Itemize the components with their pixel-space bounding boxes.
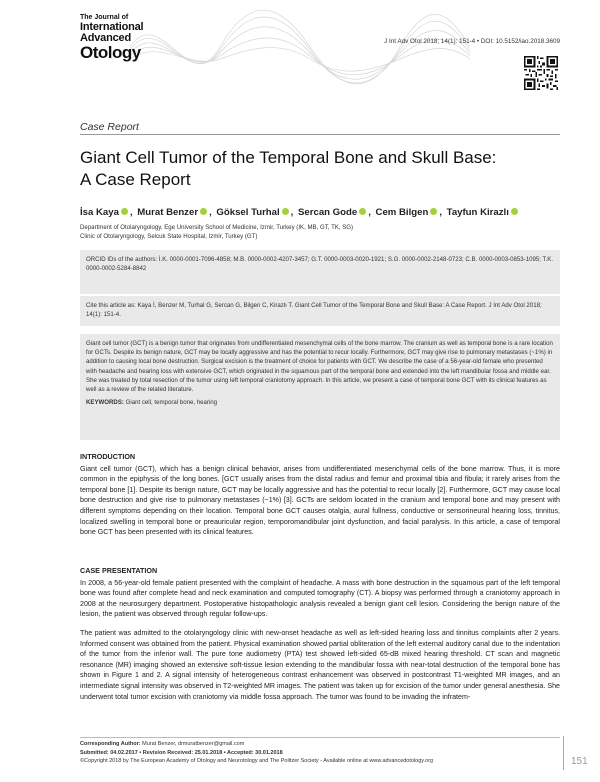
title-line-1: Giant Cell Tumor of the Temporal Bone and Skull Base:	[80, 148, 497, 167]
author-separator: ,	[290, 207, 294, 218]
citation-box	[80, 296, 560, 326]
introduction-heading: INTRODUCTION	[80, 452, 136, 461]
title-line-2: A Case Report	[80, 170, 191, 189]
logo-line-3: Advanced	[80, 32, 131, 44]
author-item[interactable]	[137, 207, 211, 218]
copyright: ©Copyright 2018 by The European Academy of Otology and Neurotology and The Politzer Society - Available online at www.advancedotology.org	[80, 758, 434, 764]
affiliation-line: Clinic of Otolaryngology, Selcuk State Hospital, Izmir, Turkey (GT)	[80, 232, 258, 240]
orcid-icon[interactable]	[121, 208, 128, 215]
corresponding-value[interactable]: Murat Benzer, drmuratbenzer@gmail.com	[140, 741, 245, 747]
corresponding-label: Corresponding Author:	[80, 741, 141, 747]
author-separator: ,	[368, 207, 371, 218]
author-item[interactable]	[376, 207, 442, 218]
author-name: İsa Kaya	[80, 207, 119, 218]
author-item[interactable]	[216, 207, 293, 218]
case-paragraph-1: In 2008, a 56-year-old female patient presented with the complaint of headache. A mass with bone destruction in the squamous part of the left temporal bone was found after complete head and neck examination and computed tomography (CT). A biopsy was performed through a craniotomy approach in 2008 at the neurosurgery department. Postoperative histopathologic analysis revealed a benign giant cell lesion. Considering the benign nature of the lesion, the patient was observed through regular follow-ups.	[80, 578, 560, 619]
author-item[interactable]	[447, 207, 520, 218]
corresponding-author	[80, 740, 520, 749]
author-list	[80, 207, 570, 218]
header-wave-graphic	[130, 8, 470, 98]
author-name: Murat Benzer	[137, 207, 199, 218]
orcid-icon[interactable]	[200, 208, 207, 215]
author-name: Göksel Turhal	[216, 207, 280, 218]
introduction-section	[80, 452, 560, 538]
journal-citation: J Int Adv Otol 2018; 14(1): 151-4 • DOI: 10.5152/iao.2018.3609	[384, 38, 560, 45]
abstract-box	[80, 334, 560, 440]
abstract-text: Giant cell tumor (GCT) is a benign tumor that originates from undifferentiated mesenchymal cells of the bone marrow. The cranium as well as temporal bone is a rare location for GCTs. Despite its benign nature, GCT may be locally aggressive and has the potential to recur locally. Furthermore, GCT may give rise to pulmonary metastases (~1%) in addition to causing local bone destruction. Surgical excision is the treatment of choice for patients with GCT. We describe the case of a 56-year-old female who presented with headache and hearing loss with extensive GCT, which originated in the squamous part of the temporal bone and extended into the left mandibular fossa and middle ear. She was treated by total resection of the tumor using left temporal craniotomy approach. In this article, we present a case of temporal bone GCT with its clinical features as well as a review of the related literature.	[86, 340, 553, 394]
journal-logo[interactable]	[80, 14, 150, 61]
article-type-label: Case Report	[80, 121, 139, 133]
author-name: Sercan Gode	[298, 207, 358, 218]
author-item[interactable]	[298, 207, 371, 218]
case-paragraph-2: The patient was admitted to the otolaryngology clinic with new-onset headache as well as left-sided hearing loss and tinnitus complaints after 2 years. Informed consent was obtained from the patient. Physical examination showed partial obliteration of the left external auditory canal due to the indentation of the tumor from the inferior wall. The pure tone audiometry (PTA) test showed left-sided 65-dB mixed hearing threshold. CT scan and magnetic resonance (MR) imaging showed an extensive soft-tissue lesion extending to the mandibular fossa with near-total destruction of the temporal bone has shown in Figure 1 and 2. A signal intensity of heterogeneous contrast enhancement was observed in postcontrast T1-weighted MR images, and an intermediate signal intensity was observed in T2-weighted MR images. The patient was taken up for excision of the tumor under general anesthesia. She underwent total tumor excision with craniotomy via middle fossa approach. The tumor was found to be invading the infratem-	[80, 628, 560, 701]
keywords-label: KEYWORDS:	[86, 399, 124, 407]
orcid-text: ORCID IDs of the authors: İ.K. 0000-0001-7096-4858; M.B. 0000-0002-4207-3457; G.T. 0000-0003-0020-1921; S.G. 0000-0002-2148-0723; C.B. 0000-0003-0853-1095; T.K. 0000-0002-5284-8842	[86, 256, 554, 273]
keywords	[86, 398, 554, 407]
author-separator: ,	[209, 207, 212, 218]
qr-code-icon[interactable]	[524, 56, 558, 90]
orcid-icon[interactable]	[282, 208, 289, 215]
logo-line-2: International	[80, 21, 144, 33]
affiliations	[80, 224, 570, 241]
introduction-text: Giant cell tumor (GCT), which has a benign clinical behavior, arises from undifferentiated mesenchymal cells of the bone marrow. Thus, it is more common in the epiphysis of the long bones. [GCT usually arises from the distal radius and femur and proximal tibia and fibula; it rarely arises from the temporal bone [1]. Despite its benign nature, GCT may be locally aggressive and has the potential to recur locally [2]. Furthermore, GCT may cause local bone destruction and give rise to pulmonary metastases (~1%) [3]. GCTs are seldom located in the cranium and temporal bone and may present with different symptoms depending on their location. Temporal bone GCT causes otalgia, aural fullness, conductive or sensorineural hearing loss, tinnitus, localized swelling in temporal bone or preauricular region, temporomandibular joint dysfunction, and facial paralysis. In this article, a case of temporal bone GCT has been presented with its clinical features.	[80, 464, 560, 537]
logo-line-4: Otology	[80, 43, 141, 62]
author-separator: ,	[439, 207, 442, 218]
logo-line-1: The Journal of	[80, 14, 129, 21]
footer	[80, 740, 520, 766]
affiliation-line: Department of Otolaryngology, Ege University School of Medicine, Izmir, Turkey (IK, MB, GT, TK, SG)	[80, 224, 354, 231]
case-presentation-heading: CASE PRESENTATION	[80, 566, 158, 575]
author-name: Cem Bilgen	[375, 207, 429, 218]
page-number-divider	[563, 736, 564, 770]
cite-text: Cite this article as: Kaya İ, Benzer M, Turhal G, Sercan G, Bilgen C, Kirazlı T. Giant Cell Tumor of the Temporal Bone and Skull Base: A Case Report. J Int Adv Otol 2018; 14(1): 151-4.	[86, 302, 542, 319]
header-divider	[80, 134, 560, 135]
orcid-icon[interactable]	[430, 208, 437, 215]
author-name: Tayfun Kirazlı	[446, 207, 509, 218]
submission-dates: Submitted: 04.02.2017 • Revision Received: 25.01.2018 • Accepted: 30.01.2018	[80, 749, 283, 756]
article-title	[80, 147, 570, 191]
orcid-icon[interactable]	[511, 208, 518, 215]
author-separator: ,	[129, 207, 133, 218]
author-item[interactable]	[80, 207, 133, 218]
footer-divider	[80, 737, 560, 738]
orcid-icon[interactable]	[359, 208, 366, 215]
orcid-box	[80, 250, 560, 294]
keywords-value: Giant cell, temporal bone, hearing	[123, 399, 218, 407]
case-presentation-section	[80, 566, 560, 702]
page-number: 151	[571, 756, 588, 767]
